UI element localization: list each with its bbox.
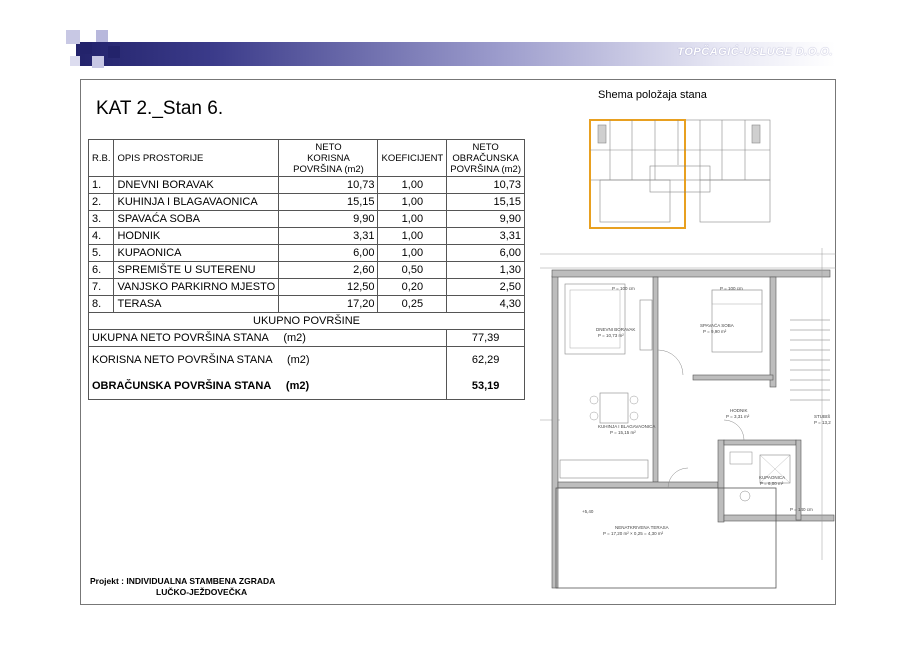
wall-west xyxy=(552,276,558,588)
label-kupaonica: KUPAONICA xyxy=(759,475,786,480)
label-hodnik: HODNIK xyxy=(730,408,748,413)
label-level: +5,40 xyxy=(582,509,594,514)
header-neto-obracunska-3: POVRŠINA (m2) xyxy=(450,163,521,175)
header-neto-korisna-3: POVRŠINA (m2) xyxy=(293,163,364,175)
label-kuhinja-p: P = 15,15 m² xyxy=(610,430,636,435)
row-obracunska: 2,50 xyxy=(447,279,525,296)
wall-north xyxy=(552,270,830,277)
row-korisna: 2,60 xyxy=(279,262,378,279)
row-korisna: 6,00 xyxy=(279,245,378,262)
row-koef: 1,00 xyxy=(378,211,447,228)
row-koef: 1,00 xyxy=(378,245,447,262)
summary-value: 62,29 xyxy=(447,347,525,374)
label-dnevni-p: P = 10,73 m² xyxy=(598,333,624,338)
label-spavaca-p: P = 9,90 m² xyxy=(703,329,727,334)
row-obracunska: 3,31 xyxy=(447,228,525,245)
row-obracunska: 6,00 xyxy=(447,245,525,262)
company-name: TOPČAGIĆ-USLUGE D.O.O. xyxy=(677,46,833,58)
summary-value: 53,19 xyxy=(447,373,525,400)
summary-label: UKUPNA NETO POVRŠINA STANA xyxy=(92,332,269,344)
row-obracunska: 9,90 xyxy=(447,211,525,228)
summary-label: OBRAČUNSKA POVRŠINA STANA xyxy=(92,380,271,392)
kitchen-counter xyxy=(560,460,648,478)
row-rb: 4. xyxy=(89,228,114,245)
toilet xyxy=(740,491,750,501)
summary-unit: (m2) xyxy=(285,380,310,392)
row-obracunska: 15,15 xyxy=(447,194,525,211)
row-rb: 5. xyxy=(89,245,114,262)
row-korisna: 15,15 xyxy=(279,194,378,211)
row-opis: SPREMIŠTE U SUTERENU xyxy=(114,262,279,279)
label-kuhinja: KUHINJA I BLAGAVAONICA xyxy=(598,424,656,429)
sofa xyxy=(565,284,625,354)
header-neto-korisna-2: KORISNA xyxy=(307,152,350,164)
project-line-2: LUČKO-JEŽDOVEČKA xyxy=(156,587,248,597)
label-kupaonica-p: P = 6,00 m² xyxy=(760,481,784,486)
row-opis: VANJSKO PARKIRNO MJESTO xyxy=(114,279,279,296)
summary-label: KORISNA NETO POVRŠINA STANA xyxy=(92,354,272,366)
label-dnevni: DNEVNI BORAVAK xyxy=(596,327,636,332)
row-koef: 1,00 xyxy=(378,177,447,194)
label-p100b: P = 100 cm xyxy=(720,286,743,291)
project-line-1: Projekt : INDIVIDUALNA STAMBENA ZGRADA xyxy=(90,576,276,586)
floor-plan xyxy=(540,248,836,588)
row-obracunska: 10,73 xyxy=(447,177,525,194)
label-p140: P = 140 cm xyxy=(790,507,813,512)
terrace-outline xyxy=(556,488,776,588)
header-neto-obracunska-1: NETO xyxy=(472,141,499,153)
row-koef: 1,00 xyxy=(378,228,447,245)
row-rb: 2. xyxy=(89,194,114,211)
row-koef: 0,20 xyxy=(378,279,447,296)
summary-unit: (m2) xyxy=(286,354,310,366)
bed xyxy=(712,290,762,352)
label-p100a: P = 100 cm xyxy=(612,286,635,291)
row-rb: 6. xyxy=(89,262,114,279)
location-schema xyxy=(590,120,770,228)
row-korisna: 9,90 xyxy=(279,211,378,228)
summary-title: UKUPNO POVRŠINE xyxy=(89,313,525,330)
header-neto-korisna-1: NETO xyxy=(315,141,342,153)
label-stubiste: STUBIŠ xyxy=(814,414,831,419)
header-koeficijent: KOEFICIJENT xyxy=(378,140,447,177)
row-rb: 1. xyxy=(89,177,114,194)
row-rb: 7. xyxy=(89,279,114,296)
row-rb: 8. xyxy=(89,296,114,313)
label-hodnik-p: P = 3,31 m² xyxy=(726,414,750,419)
row-opis: KUPAONICA xyxy=(114,245,279,262)
label-spavaca: SPAVAĆA SOBA xyxy=(700,323,734,328)
dining-table xyxy=(600,393,628,423)
row-opis: KUHINJA I BLAGAVAONICA xyxy=(114,194,279,211)
row-opis: HODNIK xyxy=(114,228,279,245)
label-terasa-p: P = 17,20 m² × 0,25 = 4,30 m² xyxy=(603,531,664,536)
row-korisna: 17,20 xyxy=(279,296,378,313)
header-rb: R.B. xyxy=(89,140,114,177)
schema-title: Shema položaja stana xyxy=(598,89,707,101)
page-title: KAT 2._Stan 6. xyxy=(96,98,224,119)
summary-value: 77,39 xyxy=(447,330,525,347)
label-terasa: NENATKRIVENA TERASA xyxy=(615,525,669,530)
row-korisna: 3,31 xyxy=(279,228,378,245)
row-opis: DNEVNI BORAVAK xyxy=(114,177,279,194)
row-opis: SPAVAĆA SOBA xyxy=(114,211,279,228)
row-korisna: 12,50 xyxy=(279,279,378,296)
row-rb: 3. xyxy=(89,211,114,228)
row-korisna: 10,73 xyxy=(279,177,378,194)
summary-unit: (m2) xyxy=(283,332,306,344)
row-koef: 0,50 xyxy=(378,262,447,279)
row-obracunska: 4,30 xyxy=(447,296,525,313)
label-stubiste-p: P = 13,2 xyxy=(814,420,831,425)
row-obracunska: 1,30 xyxy=(447,262,525,279)
header-opis: OPIS PROSTORIJE xyxy=(114,140,279,177)
row-opis: TERASA xyxy=(114,296,279,313)
row-koef: 0,25 xyxy=(378,296,447,313)
header-neto-obracunska-2: OBRAČUNSKA xyxy=(452,152,519,164)
row-koef: 1,00 xyxy=(378,194,447,211)
